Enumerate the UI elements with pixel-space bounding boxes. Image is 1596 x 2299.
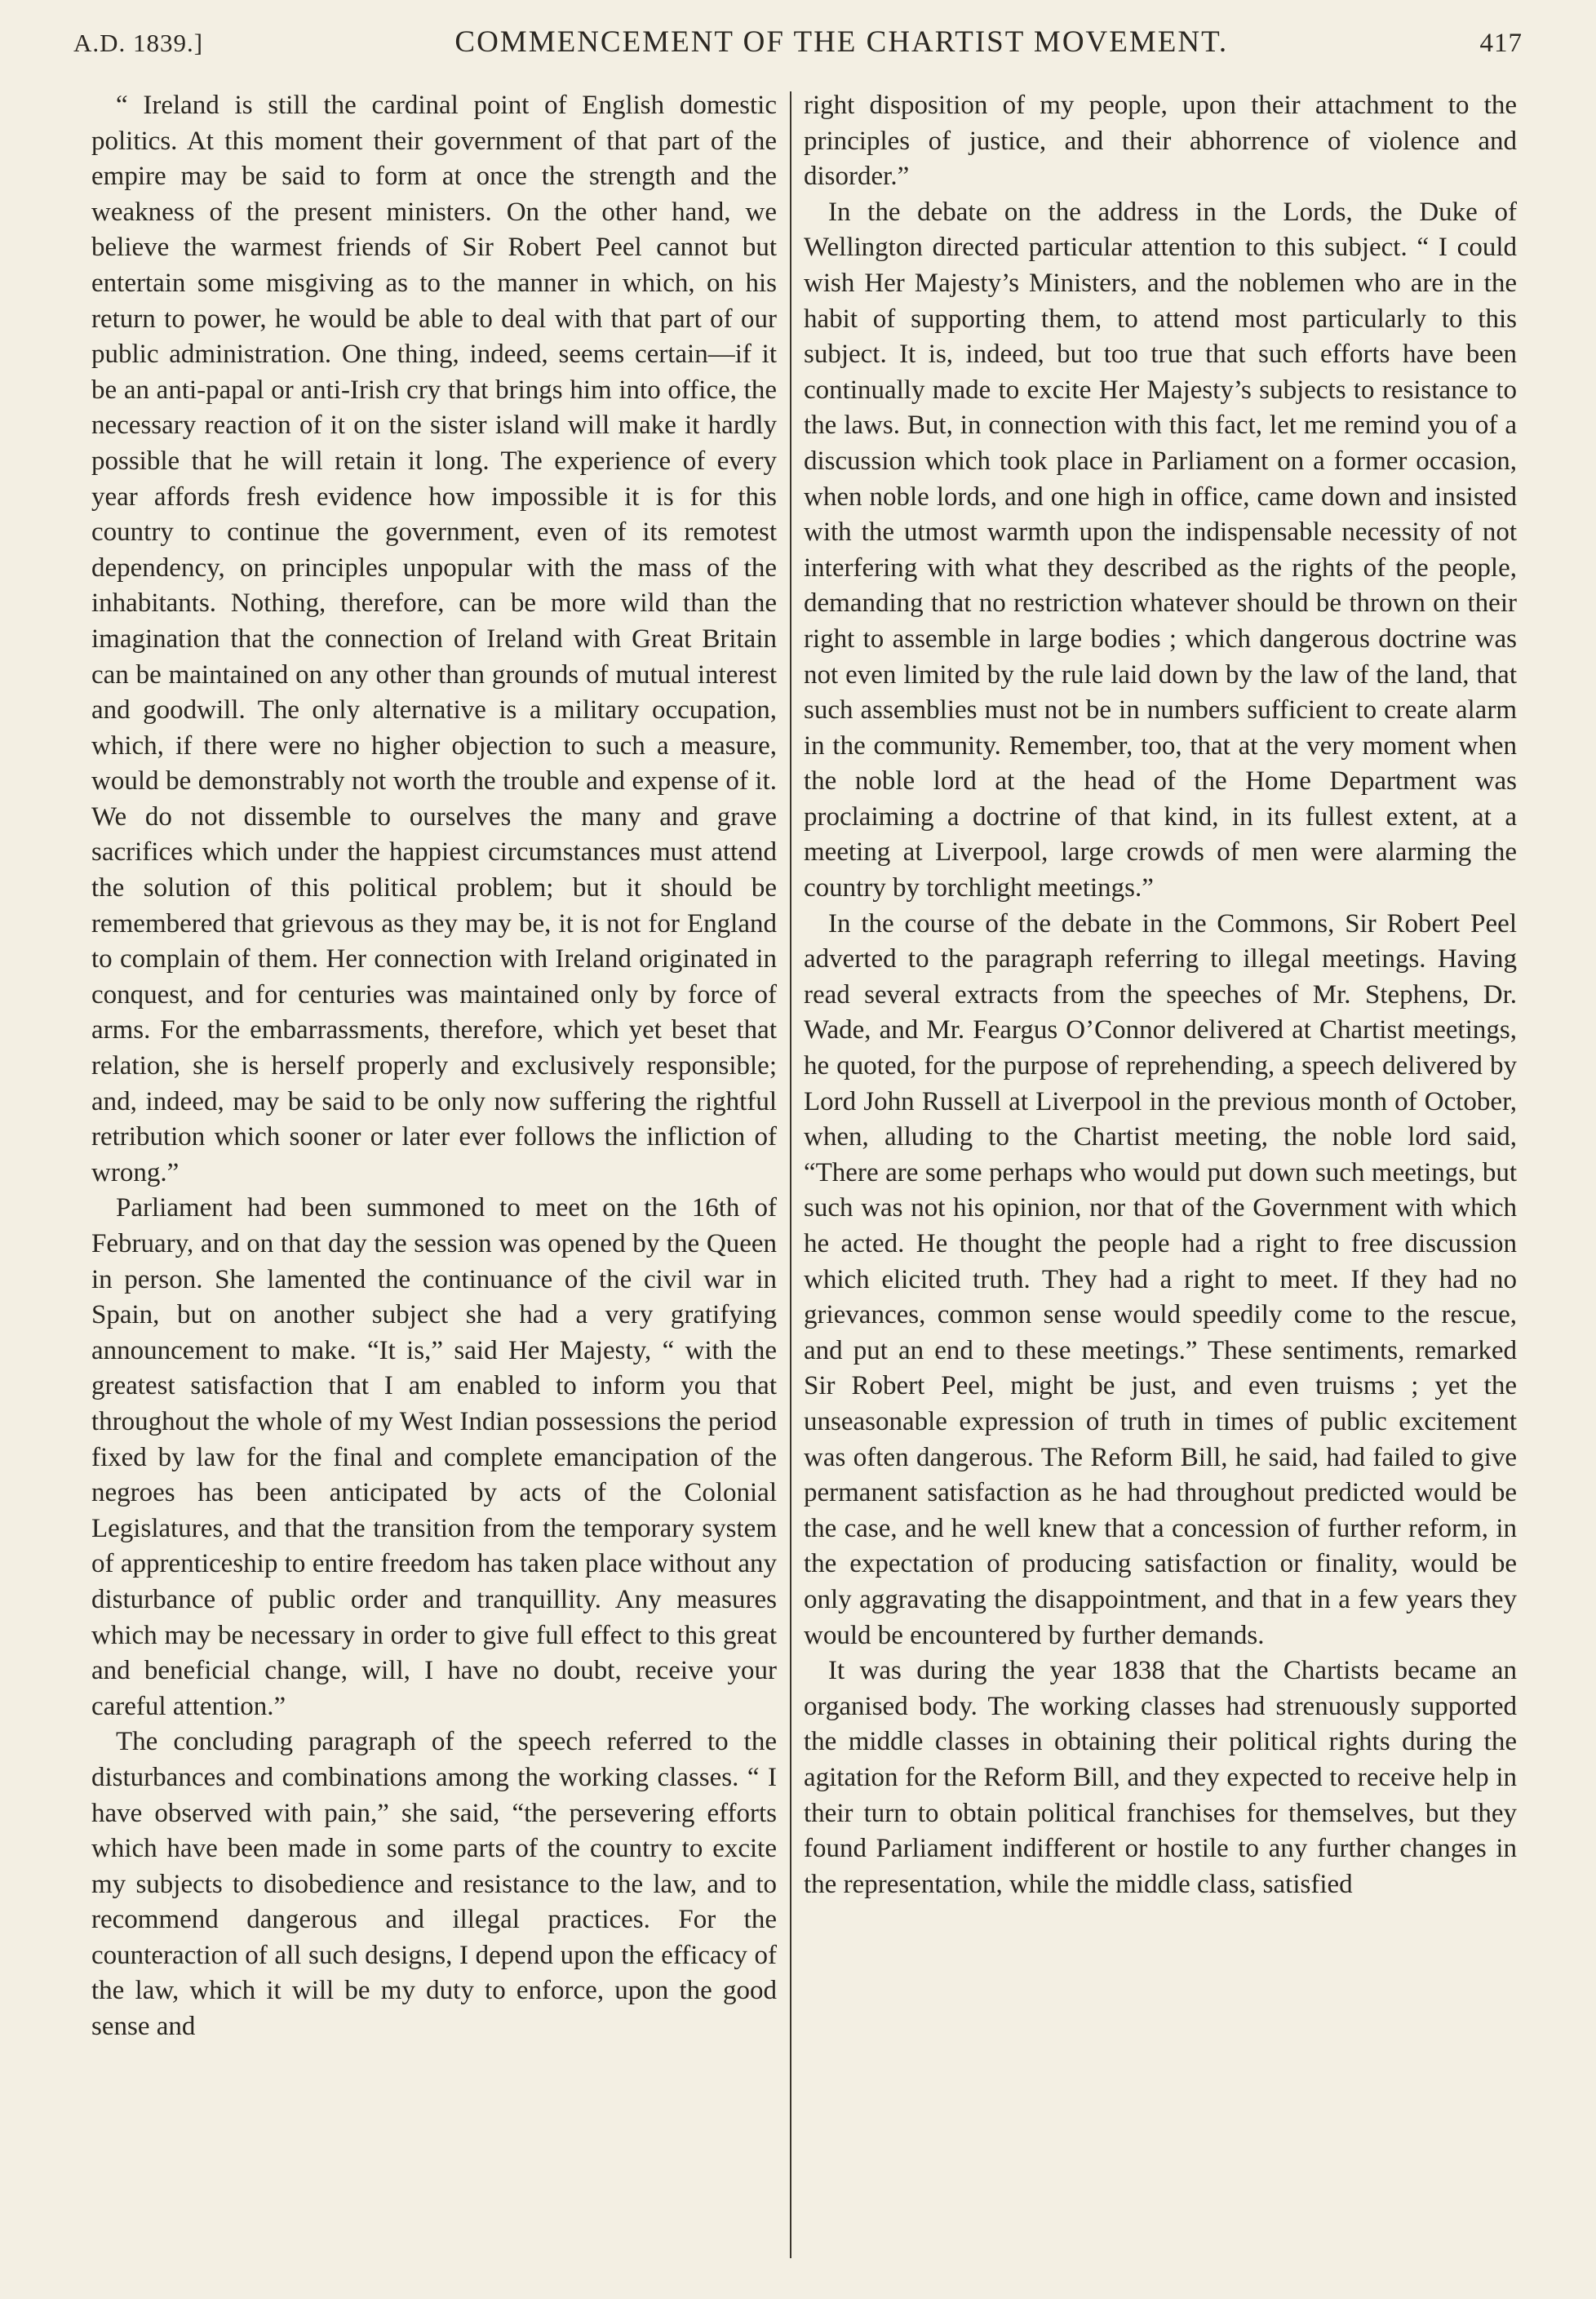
paragraph: In the course of the debate in the Commons, Sir Robert Peel adverted to the paragraph referring to illegal meetings. Having read several extracts from the speeches of Mr. Stephens, Dr. Wade, and Mr. Feargus O’Connor delivered at Chartist meetings, he quoted, for the purpose of reprehending, a speech delivered by Lord John Russell at Liverpool in the previous month of October, when, alluding to the Chartist meeting, the noble lord said, “There are some perhaps who would put down such meetings, but such was not his opinion, nor that of the Government with which he acted. He thought the people had a right to free discussion which elicited truth. They had a right to meet. If they had no grievances, common sense would speedily come to the rescue, and put an end to these meetings.” These sentiments, remarked Sir Robert Peel, might be just, and even truisms ; yet the unseasonable expression of truth in times of public excitement was often dangerous. The Reform Bill, he said, had failed to give permanent satisfaction as he had throughout predicted would be the case, and he well knew that a concession of further reform, in the expectation of producing satisfaction or finality, would be only aggravating the disappointment, and that in a few years they would be encountered by further demands. xyxy=(804,908,1517,1650)
running-header xyxy=(73,24,1523,70)
paragraph: Parliament had been summoned to meet on the 16th of February, and on that day the session was opened by the Queen in person. She lamented the continuance of the civil war in Spain, but on another subject she had a very gratifying announcement to make. “It is,” said Her Majesty, “ with the greatest satisfaction that I am enabled to inform you that throughout the whole of my West Indian possessions the period fixed by law for the final and complete emancipation of the negroes has been anticipated by acts of the Colonial Legislatures, and that the transition from the temporary system of apprenticeship to entire freedom has taken place without any disturbance of public order and tranquillity. Any measures which may be necessary in order to give full effect to this great and beneficial change, will, I have no doubt, receive your careful attention.” xyxy=(91,1193,777,1721)
column-divider xyxy=(790,91,791,2258)
paragraph: It was during the year 1838 that the Chartists became an organised body. The working classes had strenuously supported the middle classes in obtaining their political rights during the agitation for the Reform Bill, and they expected to receive help in their turn to obtain political franchises for themselves, but they found Parliament indifferent or hostile to any further changes in the representation, while the middle class, satisfied xyxy=(804,1656,1517,1899)
paragraph: The concluding paragraph of the speech referred to the disturbances and combinations among the working classes. “ I have observed with pain,” she said, “the persevering efforts which have been made in some parts of the country to excite my subjects to disobedience and resistance to the law, and to recommend dangerous and illegal practices. For the counteraction of all such designs, I depend upon the efficacy of the law, which it will be my duty to enforce, upon the good sense and xyxy=(91,1727,777,2042)
paragraph: In the debate on the address in the Lords, the Duke of Wellington directed particular attention to this subject. “ I could wish Her Majesty’s Ministers, and the noblemen who are in the habit of supporting them, to attend most particularly to this subject. It is, indeed, but too true that such efforts have been continually made to excite Her Majesty’s subjects to resistance to the laws. But, in connection with this fact, let me remind you of a discussion which took place in Parliament on a former occasion, when noble lords, and one high in office, came down and insisted with the utmost warmth upon the indispensable necessity of not interfering with what they described as the rights of the people, demanding that no restriction whatever should be thrown on their right to assemble in large bodies ; which dangerous doctrine was not even limited by the rule laid down by the law of the land, that such assemblies must not be in numbers sufficient to create alarm in the community. Remember, too, that at the very moment when the noble lord at the head of the Home Department was proclaiming a doctrine of that kind, in its fullest extent, at a meeting at Liverpool, large crowds of men were alarming the country by torchlight meetings.” xyxy=(804,197,1517,903)
header-title: COMMENCEMENT OF THE CHARTIST MOVEMENT. xyxy=(454,25,1229,59)
paragraph: “ Ireland is still the cardinal point of English domestic politics. At this moment their government of that part of the empire may be said to form at once the strength and the weakness of the present ministers. On the other hand, we believe the warmest friends of Sir Robert Peel cannot but entertain some misgiving as to the manner in which, on his return to power, he would be able to deal with that part of our public administration. One thing, indeed, seems certain—if it be an anti-papal or anti-Irish cry that brings him into office, the necessary reaction of it on the sister island will make it hardly possible that he will retain it long. The experience of every year affords fresh evidence how impossible it is for this country to continue the government, even of its remotest dependency, on principles unpopular with the mass of the inhabitants. Nothing, therefore, can be more wild than the imagination that the connection of Ireland with Great Britain can be maintained on any other than grounds of mutual interest and goodwill. The only alternative is a military occupation, which, if there were no higher objection to such a measure, would be demonstrably not worth the trouble and expense of it. We do not dissemble to ourselves the many and grave sacrifices which under the happiest circumstances must attend the solution of this political problem; but it should be remembered that grievous as they may be, it is not for England to complain of them. Her connection with Ireland originated in conquest, and for centuries was maintained only by force of arms. For the embarrassments, therefore, which yet beset that relation, she is herself properly and exclusively responsible; and, indeed, may be said to be only now suffering the rightful retribution which sooner or later ever follows the infliction of wrong.” xyxy=(91,91,777,1187)
left-column xyxy=(91,88,777,2045)
page-number: 417 xyxy=(1479,29,1523,58)
header-date: A.D. 1839.] xyxy=(73,29,204,57)
right-column xyxy=(804,88,1517,1902)
paragraph: right disposition of my people, upon their attachment to the principles of justice, and their abhorrence of violence and disorder.” xyxy=(804,91,1517,192)
